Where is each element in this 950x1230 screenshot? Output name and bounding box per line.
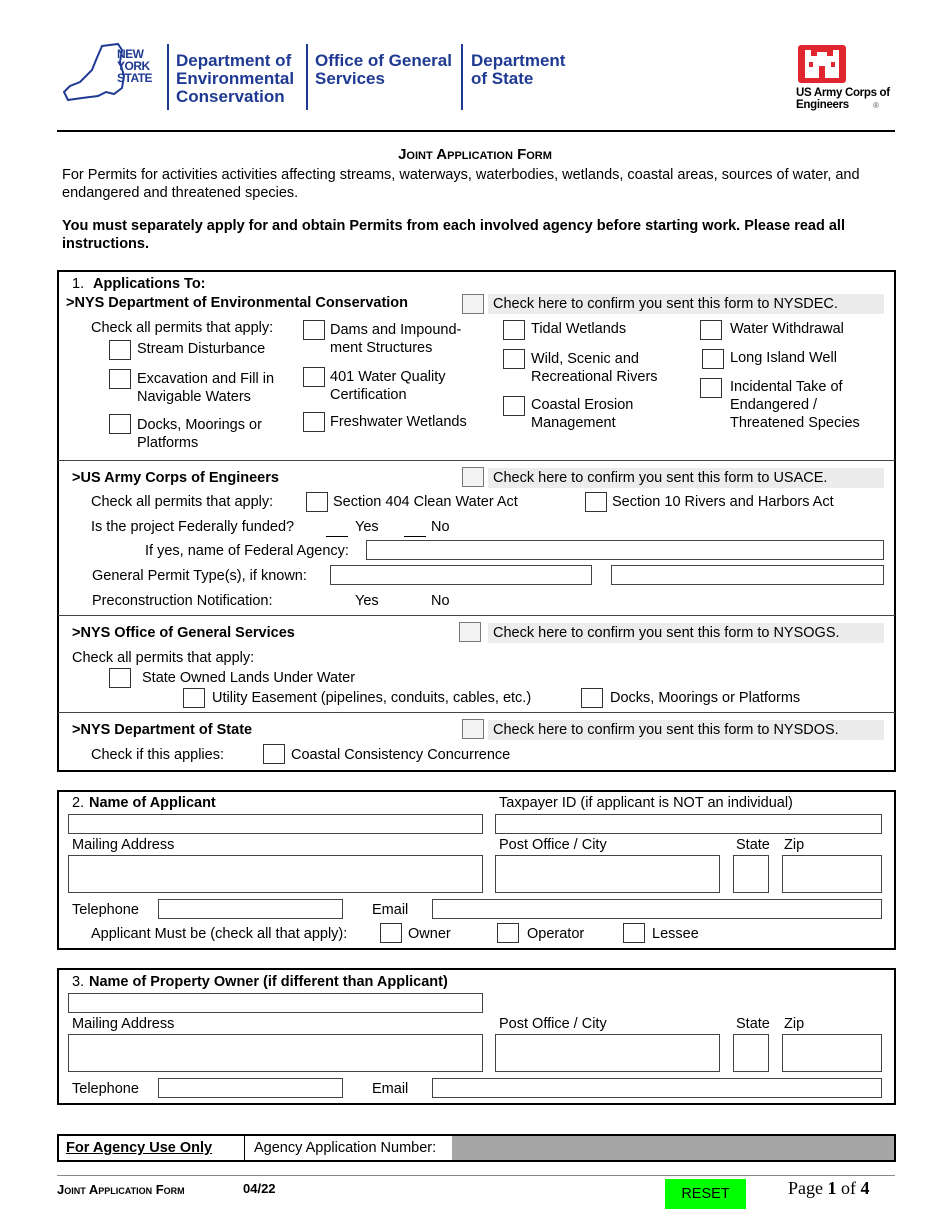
usace-logo-text: US Army Corps of Engineers <box>796 87 890 111</box>
coastal-consistency-label: Coastal Consistency Concurrence <box>291 747 511 763</box>
intro-text: For Permits for activities activities affecting streams, waterways, waterbodies, wetlands, coastal areas, sources of water, and endangered and threatened species. <box>62 167 860 201</box>
ogs-docks-checkbox[interactable] <box>581 688 603 708</box>
agency-dec-logo: Department of Environmental Conservation <box>176 51 295 106</box>
page-word: Page <box>788 1178 823 1198</box>
owner-state-label: State <box>736 1016 770 1032</box>
freshwater-wetlands-label: Freshwater Wetlands <box>330 414 467 430</box>
owner-state-input[interactable] <box>733 1034 769 1072</box>
pcn-yes-label[interactable]: Yes <box>355 593 379 609</box>
agency-use-divider <box>244 1136 245 1160</box>
footer-form-name: Joint Application Form <box>57 1182 185 1197</box>
applicant-state-input[interactable] <box>733 855 769 893</box>
section-2-title: Name of Applicant <box>89 795 216 811</box>
taxpayer-id-label: Taxpayer ID (if applicant is NOT an individual) <box>499 795 793 811</box>
funded-no-label: No <box>431 519 450 535</box>
applicant-mailing-input[interactable] <box>68 855 483 893</box>
section-404-checkbox[interactable] <box>306 492 328 512</box>
federal-agency-input[interactable] <box>366 540 884 560</box>
owner-city-input[interactable] <box>495 1034 720 1072</box>
excavation-fill-checkbox[interactable] <box>109 369 131 389</box>
freshwater-wetlands-checkbox[interactable] <box>303 412 325 432</box>
confirm-nysogs-checkbox[interactable] <box>459 622 481 642</box>
dams-checkbox[interactable] <box>303 320 325 340</box>
water-withdrawal-label: Water Withdrawal <box>730 321 844 337</box>
owner-mailing-input[interactable] <box>68 1034 483 1072</box>
owner-telephone-label: Telephone <box>72 1081 139 1097</box>
pcn-no-label[interactable]: No <box>431 593 450 609</box>
tidal-wetlands-label: Tidal Wetlands <box>531 321 627 337</box>
section-404-label: Section 404 Clean Water Act <box>333 494 518 510</box>
section-3-title: Name of Property Owner (if different than Applicant) <box>89 974 448 990</box>
operator-checkbox[interactable] <box>497 923 519 943</box>
incidental-take-checkbox[interactable] <box>700 378 722 398</box>
owner-label: Owner <box>408 926 451 942</box>
agency-number-input[interactable] <box>452 1136 894 1160</box>
applicant-email-input[interactable] <box>432 899 882 919</box>
tidal-wetlands-checkbox[interactable] <box>503 320 525 340</box>
confirm-nysogs-label: Check here to confirm you sent this form to NYSOGS. <box>493 625 840 641</box>
funded-yes-blank[interactable] <box>326 536 348 537</box>
dos-heading: >NYS Department of State <box>72 722 253 738</box>
applicant-city-label: Post Office / City <box>499 837 607 853</box>
page-number: 1 <box>827 1178 837 1198</box>
owner-zip-label: Zip <box>784 1016 805 1032</box>
dec-check-all-label: Check all permits that apply: <box>91 320 274 336</box>
section-2-number: 2. <box>72 795 85 811</box>
page-total: 4 <box>860 1178 870 1198</box>
dams-label: Dams and Impound- ment Structures <box>330 322 462 356</box>
ogs-check-all-label: Check all permits that apply: <box>72 650 255 666</box>
water-withdrawal-checkbox[interactable] <box>700 320 722 340</box>
long-island-well-checkbox[interactable] <box>702 349 724 369</box>
confirm-nysdec-label: Check here to confirm you sent this form to NYSDEC. <box>493 296 838 312</box>
utility-easement-label: Utility Easement (pipelines, conduits, cables, etc.) <box>212 690 532 706</box>
dec-docks-label: Docks, Moorings or Platforms <box>137 417 262 451</box>
ogs-docks-label: Docks, Moorings or Platforms <box>610 690 801 706</box>
federally-funded-question: Is the project Federally funded? <box>91 519 295 535</box>
coastal-erosion-checkbox[interactable] <box>503 396 525 416</box>
state-owned-lands-checkbox[interactable] <box>109 668 131 688</box>
owner-city-label: Post Office / City <box>499 1016 607 1032</box>
applicant-zip-input[interactable] <box>782 855 882 893</box>
pcn-label: Preconstruction Notification: <box>92 593 273 609</box>
owner-telephone-input[interactable] <box>158 1078 343 1098</box>
usace-castle-icon <box>797 44 847 84</box>
funded-no-blank[interactable] <box>404 536 426 537</box>
page-indicator <box>788 1178 870 1199</box>
wq401-checkbox[interactable] <box>303 367 325 387</box>
general-permit-input-2[interactable] <box>611 565 884 585</box>
section-1-number: 1. <box>72 276 85 292</box>
agency-number-label: Agency Application Number: <box>254 1140 437 1156</box>
agency-use-label: For Agency Use Only <box>66 1140 213 1156</box>
usace-registered-mark: ® <box>873 101 879 110</box>
agency-ogs-logo: Office of General Services <box>315 51 452 88</box>
instruction-text: You must separately apply for and obtain Permits from each involved agency before starting work. Please read all instructions. <box>62 218 845 252</box>
owner-email-label: Email <box>372 1081 409 1097</box>
applicant-name-input[interactable] <box>68 814 483 834</box>
ogs-heading: >NYS Office of General Services <box>72 625 295 641</box>
lessee-checkbox[interactable] <box>623 923 645 943</box>
stream-disturbance-checkbox[interactable] <box>109 340 131 360</box>
applicant-state-label: State <box>736 837 770 853</box>
owner-email-input[interactable] <box>432 1078 882 1098</box>
lessee-label: Lessee <box>652 926 699 942</box>
funded-yes-label: Yes <box>355 519 379 535</box>
long-island-well-label: Long Island Well <box>730 350 837 366</box>
taxpayer-id-input[interactable] <box>495 814 882 834</box>
dec-docks-checkbox[interactable] <box>109 414 131 434</box>
applicant-telephone-input[interactable] <box>158 899 343 919</box>
form-title: Joint Application Form <box>398 146 552 163</box>
stream-disturbance-label: Stream Disturbance <box>137 341 266 357</box>
coastal-erosion-label: Coastal Erosion Management <box>531 397 634 431</box>
dos-check-if-label: Check if this applies: <box>91 747 224 763</box>
dec-heading: >NYS Department of Environmental Conservation <box>66 295 409 311</box>
confirm-nysdos-checkbox[interactable] <box>462 719 484 739</box>
applicant-must-be-label: Applicant Must be (check all that apply): <box>91 926 348 942</box>
excavation-fill-label: Excavation and Fill in Navigable Waters <box>137 371 275 405</box>
footer-date: 04/22 <box>243 1181 276 1196</box>
general-permit-input-1[interactable] <box>330 565 592 585</box>
wild-scenic-label: Wild, Scenic and Recreational Rivers <box>531 351 658 385</box>
wild-scenic-checkbox[interactable] <box>503 349 525 369</box>
of-word: of <box>841 1178 856 1198</box>
utility-easement-checkbox[interactable] <box>183 688 205 708</box>
section-10-checkbox[interactable] <box>585 492 607 512</box>
incidental-take-label: Incidental Take of Endangered / Threatened Species <box>730 379 860 431</box>
owner-checkbox[interactable] <box>380 923 402 943</box>
owner-zip-input[interactable] <box>782 1034 882 1072</box>
federal-agency-label: If yes, name of Federal Agency: <box>145 543 349 559</box>
confirm-usace-label: Check here to confirm you sent this form to USACE. <box>493 470 828 486</box>
applicant-mailing-label: Mailing Address <box>72 837 175 853</box>
nys-logo-text: NEW YORK STATE <box>117 47 153 85</box>
usace-heading: >US Army Corps of Engineers <box>72 470 279 486</box>
section-3-number: 3. <box>72 974 85 990</box>
operator-label: Operator <box>527 926 585 942</box>
state-owned-lands-label: State Owned Lands Under Water <box>142 670 356 686</box>
reset-button[interactable]: RESET <box>665 1179 746 1209</box>
agency-dos-logo: Department of State <box>471 51 566 88</box>
confirm-usace-checkbox[interactable] <box>462 467 484 487</box>
applicant-zip-label: Zip <box>784 837 805 853</box>
owner-mailing-label: Mailing Address <box>72 1016 175 1032</box>
wq401-label: 401 Water Quality Certification <box>330 369 446 403</box>
usace-check-all-label: Check all permits that apply: <box>91 494 274 510</box>
applicant-city-input[interactable] <box>495 855 720 893</box>
section-10-label: Section 10 Rivers and Harbors Act <box>612 494 834 510</box>
applicant-telephone-label: Telephone <box>72 902 139 918</box>
general-permit-label: General Permit Type(s), if known: <box>92 568 307 584</box>
section-1-title: Applications To: <box>93 276 206 292</box>
coastal-consistency-checkbox[interactable] <box>263 744 285 764</box>
applicant-email-label: Email <box>372 902 409 918</box>
owner-name-input[interactable] <box>68 993 483 1013</box>
confirm-nysdec-checkbox[interactable] <box>462 294 484 314</box>
confirm-nysdos-label: Check here to confirm you sent this form to NYSDOS. <box>493 722 839 738</box>
